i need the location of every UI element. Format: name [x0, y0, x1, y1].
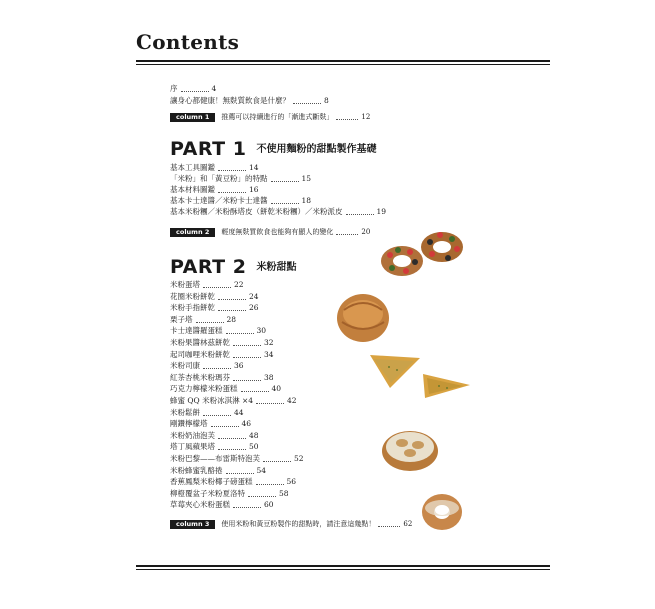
entry-page: 30: [256, 326, 267, 336]
leader-dots: [218, 438, 246, 439]
toc-entry[interactable]: [170, 196, 311, 206]
toc-entry[interactable]: [170, 454, 304, 464]
entry-page: 24: [249, 291, 259, 301]
column-entry[interactable]: [170, 113, 370, 122]
entry-page: 44: [234, 407, 244, 417]
toc-entry[interactable]: [170, 477, 296, 487]
entry-page: 18: [301, 196, 312, 205]
top-rule: [136, 60, 550, 62]
entry-page: 16: [249, 185, 259, 194]
column-badge: column 2: [170, 228, 215, 237]
leader-dots: [263, 461, 291, 462]
leader-dots: [336, 119, 358, 120]
entry-page: 26: [249, 303, 259, 313]
leader-dots: [336, 234, 358, 235]
entry-title: 米粉巴黎——布雷斯特泡芙: [170, 454, 260, 463]
entry-title: 米粉蛋塔: [170, 280, 200, 289]
entry-page: 15: [301, 174, 312, 183]
column-page: 20: [361, 228, 371, 236]
leader-dots: [271, 181, 299, 182]
leader-dots: [248, 496, 276, 497]
choux-ring-photo: [420, 488, 465, 533]
toc-entry[interactable]: [170, 350, 274, 360]
leader-dots: [181, 91, 209, 92]
leader-dots: [203, 415, 231, 416]
entry-title: 基本材料圖鑑: [170, 185, 215, 194]
entry-title: 巧克力檸檬米粉蛋糕: [170, 384, 238, 394]
entry-page: 22: [234, 280, 244, 289]
bottom-rule: [136, 565, 550, 567]
toc-entry[interactable]: [170, 315, 236, 325]
toc-entry[interactable]: [170, 466, 266, 476]
entry-page: 28: [226, 314, 237, 324]
toc-entry[interactable]: [170, 373, 274, 383]
part-number: PART 1: [170, 138, 247, 160]
entry-title: 米粉奶油泡芙: [170, 430, 215, 440]
ring-cookies-photo: [378, 225, 468, 280]
toc-entry[interactable]: [170, 500, 274, 510]
toc-entry[interactable]: [170, 185, 259, 195]
toc-entry[interactable]: [170, 96, 329, 106]
entry-title: 塔丁風蘋果塔: [170, 442, 215, 452]
entry-page: 8: [324, 96, 329, 105]
part-title: 米粉甜點: [256, 262, 297, 273]
entry-title: 序: [170, 84, 178, 93]
entry-page: 48: [249, 430, 259, 440]
column-title: 使用米粉和黃豆粉製作的甜點時，請注意這幾點！: [221, 520, 376, 528]
entry-title: 米粉司康: [170, 361, 200, 371]
entry-title: 「米粉」和「黃豆粉」的特點: [170, 174, 268, 183]
entry-page: 34: [264, 349, 274, 359]
entry-page: 50: [249, 442, 259, 452]
entry-title: 草莓夾心米粉蛋糕: [170, 500, 230, 510]
column-entry[interactable]: [170, 520, 412, 529]
toc-entry[interactable]: [170, 326, 266, 336]
column-page: 12: [361, 113, 371, 121]
leader-dots: [241, 391, 269, 392]
entry-title: 蜂蜜 QQ 米粉冰淇淋 ×4: [170, 396, 254, 405]
column-title: 輕度無麩質飲食也能夠有顯人的變化: [221, 228, 334, 236]
leader-dots: [256, 403, 284, 404]
leader-dots: [378, 526, 400, 527]
column-page: 62: [403, 520, 413, 528]
cake-photo: [334, 288, 392, 343]
column-badge: column 3: [170, 520, 215, 529]
toc-entry[interactable]: [170, 489, 289, 499]
leader-dots: [233, 380, 261, 381]
toc-entry[interactable]: [170, 207, 386, 217]
toc-entry[interactable]: [170, 431, 259, 441]
entry-page: 14: [249, 163, 259, 172]
entry-title: 讓身心都健康！無麩質飲食是什麼？: [170, 96, 290, 105]
part-2-header: [170, 256, 296, 278]
leader-dots: [218, 449, 246, 450]
entry-title: 米粉蜂蜜乳酪捲: [170, 465, 223, 475]
part-title: 不使用麵粉的甜點製作基礎: [256, 144, 377, 155]
entry-page: 4: [211, 84, 217, 93]
toc-entry[interactable]: [170, 338, 274, 348]
entry-title: 花圈米粉餅乾: [170, 291, 215, 301]
leader-dots: [226, 333, 254, 334]
entry-page: 56: [286, 477, 297, 487]
toc-entry[interactable]: [170, 163, 259, 173]
leader-dots: [218, 192, 246, 193]
entry-title: 基本卡士達醬／米粉卡士達醬: [170, 196, 268, 205]
entry-page: 42: [287, 396, 297, 405]
toc-entry[interactable]: [170, 303, 259, 313]
entry-page: 58: [279, 488, 289, 498]
leader-dots: [233, 507, 261, 508]
leader-dots: [203, 287, 231, 288]
leader-dots: [293, 103, 321, 104]
entry-page: 36: [234, 361, 244, 371]
toc-entry[interactable]: [170, 396, 297, 406]
toc-entry[interactable]: [170, 408, 244, 418]
column-entry[interactable]: [170, 228, 370, 237]
part-1-header: [170, 138, 376, 160]
entry-page: 52: [294, 454, 304, 463]
entry-title: 基本工具圖鑑: [170, 163, 215, 172]
entry-page: 60: [264, 500, 274, 510]
entry-title: 香蕉鳳梨米粉椰子磅蛋糕: [170, 477, 253, 487]
toc-entry[interactable]: [170, 361, 244, 371]
entry-page: 32: [264, 338, 274, 347]
leader-dots: [256, 484, 284, 485]
cracker-photo: [365, 350, 475, 410]
entry-title: 米粉果醬林茲餅乾: [170, 338, 230, 347]
entry-page: 40: [271, 384, 282, 394]
entry-title: 基本米粉糰／米粉酥塔皮（餅乾米粉糰）／米粉派皮: [170, 207, 343, 216]
leader-dots: [218, 299, 246, 300]
bottom-rule-thin: [136, 569, 550, 570]
leader-dots: [346, 214, 374, 215]
entry-page: 46: [241, 419, 252, 429]
leader-dots: [271, 203, 299, 204]
leader-dots: [233, 357, 261, 358]
toc-entry[interactable]: [170, 292, 259, 302]
entry-title: 柳橙覆盆子米粉夏洛特: [170, 488, 245, 498]
entry-page: 38: [264, 372, 274, 382]
entry-title: 米粉鬆餅: [170, 407, 200, 417]
column-title: 推薦可以持續進行的「漸進式斷麩」: [221, 113, 334, 121]
contents-heading: Contents: [136, 30, 240, 54]
column-badge: column 1: [170, 113, 215, 122]
leader-dots: [218, 170, 246, 171]
leader-dots: [203, 368, 231, 369]
entry-title: 起司咖哩米粉餅乾: [170, 349, 230, 359]
toc-entry[interactable]: [170, 442, 259, 452]
entry-page: 54: [256, 465, 267, 475]
part-number: PART 2: [170, 256, 247, 278]
toc-entry[interactable]: [170, 84, 216, 94]
meringue-pie-photo: [380, 425, 440, 473]
toc-entry[interactable]: [170, 384, 281, 394]
leader-dots: [226, 473, 254, 474]
leader-dots: [196, 322, 224, 323]
top-rule-thin: [136, 64, 550, 65]
leader-dots: [211, 426, 239, 427]
toc-entry[interactable]: [170, 419, 251, 429]
entry-title: 栗子塔: [170, 314, 193, 324]
toc-entry[interactable]: [170, 280, 244, 290]
entry-page: 19: [376, 207, 387, 216]
toc-entry[interactable]: [170, 174, 311, 184]
entry-title: 卡士達醬羅蛋糕: [170, 326, 223, 336]
entry-title: 米粉手指餅乾: [170, 303, 215, 313]
entry-title: 紅茶杏桃米粉瑪芬: [170, 372, 230, 382]
entry-title: 剛鑽檸檬塔: [170, 419, 208, 429]
leader-dots: [218, 310, 246, 311]
leader-dots: [233, 345, 261, 346]
